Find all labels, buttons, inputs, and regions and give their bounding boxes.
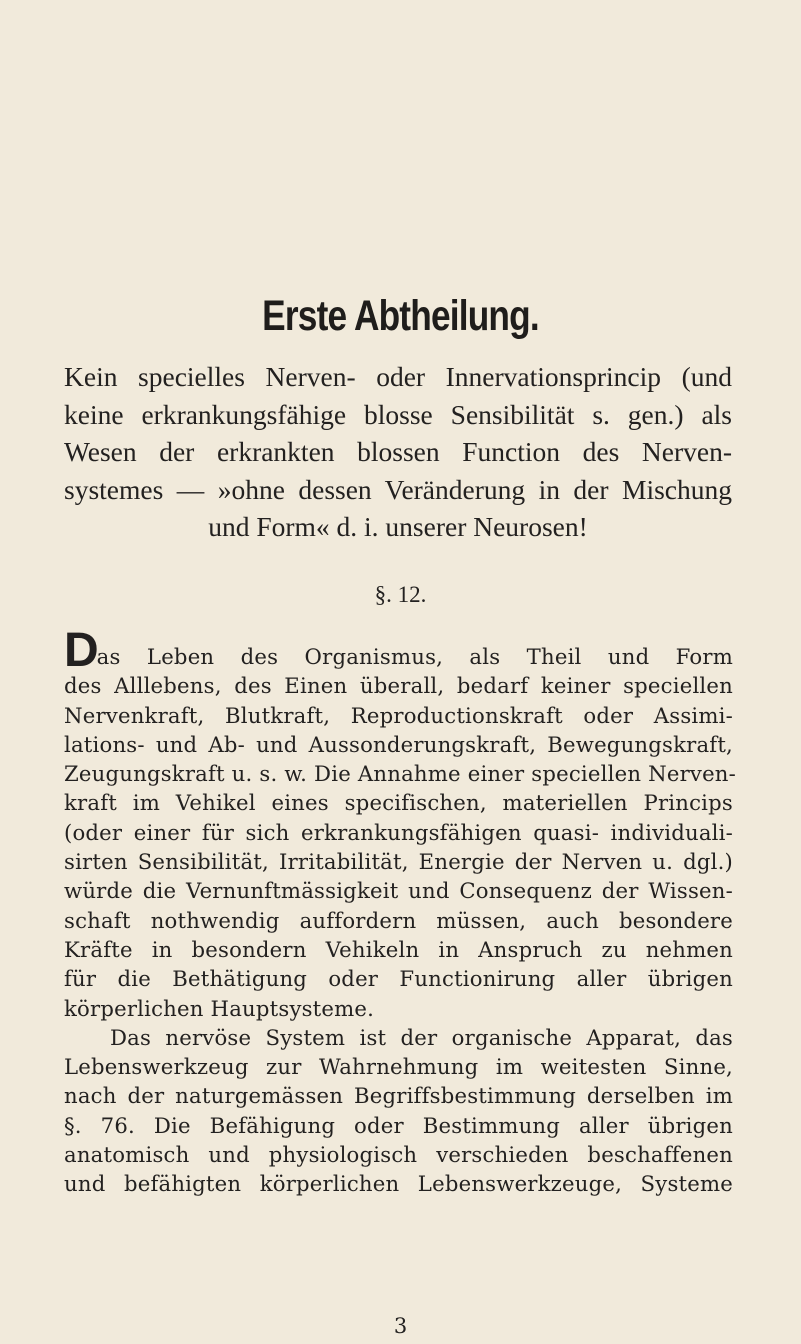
body-line: des Alllebens, des Einen überall, bedarf keiner speciellen bbox=[64, 673, 733, 699]
body-line: anatomisch und physiologisch verschieden beschaffenen bbox=[64, 1142, 733, 1168]
body-line: Zeugungskraft u. s. w. Die Annahme einer speciellen Nerven- bbox=[64, 761, 737, 787]
paragraph-number: §. 12. bbox=[374, 582, 427, 607]
summary-line: Wesen der erkrankten blossen Function des Nerven- bbox=[64, 436, 732, 467]
body-line: für die Bethätigung oder Functionirung aller übrigen bbox=[64, 966, 733, 992]
body-text bbox=[64, 624, 737, 1199]
body-line: sirten Sensibilität, Irritabilität, Energie der Nerven u. dgl.) bbox=[64, 849, 733, 875]
body-line: und befähigten körperlichen Lebenswerkzeuge, Systeme bbox=[64, 1171, 733, 1197]
body-line: kraft im Vehikel eines specifischen, materiellen Princips bbox=[64, 790, 733, 816]
body-line: §. 76. Die Befähigung oder Bestimmung aller übrigen bbox=[64, 1112, 733, 1138]
summary-line: und Form« d. i. unserer Neurosen! bbox=[208, 511, 588, 542]
summary-line: keine erkrankungsfähige blosse Sensibilität s. gen.) als bbox=[64, 398, 732, 430]
body-line: Kräfte in besondern Vehikeln in Anspruch zu nehmen bbox=[64, 936, 733, 962]
body-line: würde die Vernunftmässigkeit und Consequenz der Wissen- bbox=[64, 878, 733, 904]
summary-line: Kein specielles Nerven- oder Innervationsprincip (und bbox=[64, 361, 732, 392]
body-line: schaft nothwendig auffordern müssen, auch besondere bbox=[64, 907, 733, 933]
summary-line: systemes — »ohne dessen Veränderung in der Mischung bbox=[64, 473, 732, 505]
drop-cap: D bbox=[64, 624, 97, 677]
body-first-line-text: as Leben des Organismus, als Theil und Form bbox=[96, 644, 733, 669]
body-line: körperlichen Hauptsysteme. bbox=[64, 995, 375, 1021]
body-line-first bbox=[64, 624, 733, 677]
section-heading: Erste Abtheilung. bbox=[262, 292, 539, 340]
signature-mark: 3 bbox=[393, 1314, 408, 1338]
body-line: nach der naturgemässen Begriffsbestimmung derselben im bbox=[64, 1083, 733, 1109]
body-line: lations- und Ab- und Aussonderungskraft, Bewegungskraft, bbox=[64, 731, 733, 757]
section-summary bbox=[64, 358, 732, 546]
body-line: (oder einer für sich erkrankungsfähigen quasi- individuali- bbox=[64, 819, 733, 845]
body-line: Das nervöse System ist der organische Apparat, das bbox=[110, 1024, 733, 1050]
body-line: Lebenswerkzeug zur Wahrnehmung im weitesten Sinne, bbox=[64, 1054, 733, 1080]
body-line: Nervenkraft, Blutkraft, Reproductionskraft oder Assimi- bbox=[64, 702, 733, 728]
